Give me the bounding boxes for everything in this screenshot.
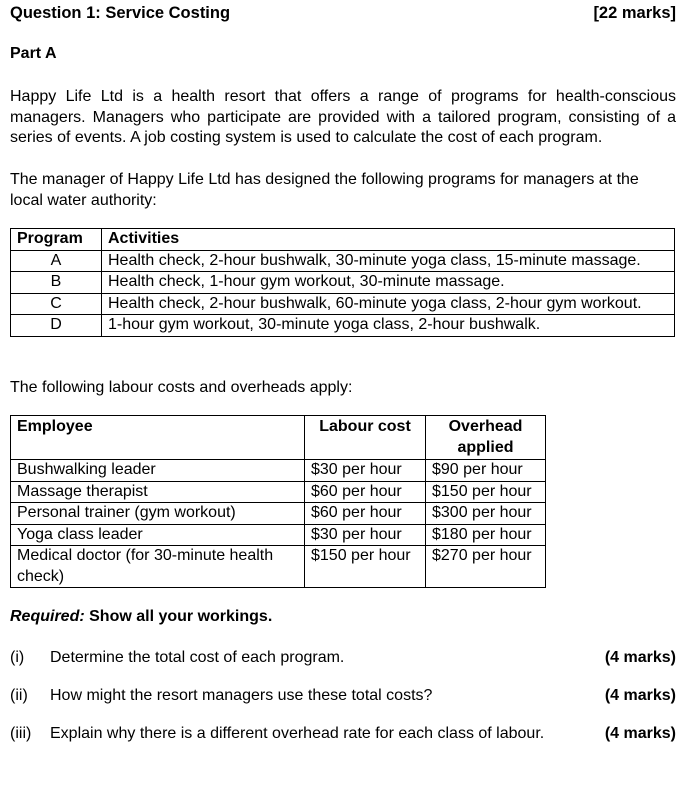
programs-table: [10, 228, 675, 337]
overhead-cell: $90 per hour: [426, 460, 546, 482]
question-item: [10, 649, 676, 667]
activities-cell: Health check, 2-hour bushwalk, 30-minute yoga class, 15-minute massage.: [102, 250, 675, 272]
activities-cell: 1-hour gym workout, 30-minute yoga class, 2-hour bushwalk.: [102, 315, 675, 337]
column-header-program: Program: [11, 229, 102, 251]
part-title: Part A: [10, 45, 57, 62]
program-cell: D: [11, 315, 102, 337]
question-number: (i): [10, 649, 25, 666]
labour-intro-paragraph: The following labour costs and overheads apply:: [10, 379, 353, 396]
labour-cost-cell: $30 per hour: [305, 460, 426, 482]
programs-intro-paragraph: The manager of Happy Life Ltd has designed the following programs for managers at the local water authority:: [10, 171, 639, 209]
required-text: Show all your workings.: [84, 608, 273, 625]
question-title: Question 1: Service Costing: [10, 4, 231, 22]
employee-cell: Yoga class leader: [11, 524, 305, 546]
table-header-row: [11, 229, 675, 251]
employee-cell: Personal trainer (gym workout): [11, 503, 305, 525]
employee-cell: Medical doctor (for 30-minute health check): [11, 546, 305, 588]
required-label: Required:: [10, 608, 85, 625]
table-row: [11, 503, 546, 525]
activities-cell: Health check, 2-hour bushwalk, 60-minute yoga class, 2-hour gym workout.: [102, 293, 675, 315]
labour-cost-cell: $30 per hour: [305, 524, 426, 546]
labour-cost-cell: $60 per hour: [305, 481, 426, 503]
question-marks: [22 marks]: [593, 4, 676, 22]
question-text: How might the resort managers use these total costs?: [50, 687, 433, 704]
table-row: [11, 272, 675, 294]
labour-cost-cell: $150 per hour: [305, 546, 426, 588]
employee-cell: Bushwalking leader: [11, 460, 305, 482]
required-instruction: [10, 608, 272, 626]
table-row: [11, 293, 675, 315]
table-row: [11, 315, 675, 337]
program-cell: B: [11, 272, 102, 294]
overhead-cell: $180 per hour: [426, 524, 546, 546]
question-item: [10, 687, 676, 705]
question-text: Explain why there is a different overhead rate for each class of labour.: [50, 725, 545, 742]
program-cell: A: [11, 250, 102, 272]
overhead-cell: $270 per hour: [426, 546, 546, 588]
question-text: Determine the total cost of each program.: [50, 649, 345, 666]
column-header-employee: Employee: [11, 416, 305, 460]
labour-cost-cell: $60 per hour: [305, 503, 426, 525]
question-number: (ii): [10, 687, 28, 704]
column-header-overhead-applied: Overhead applied: [426, 416, 546, 460]
table-row: [11, 546, 546, 588]
question-marks-label: (4 marks): [604, 725, 676, 742]
column-header-activities: Activities: [102, 229, 675, 251]
overhead-cell: $300 per hour: [426, 503, 546, 525]
question-marks-label: (4 marks): [604, 687, 676, 704]
labour-costs-table: [10, 415, 546, 588]
table-row: [11, 250, 675, 272]
program-cell: C: [11, 293, 102, 315]
question-item: [10, 725, 676, 743]
activities-cell: Health check, 1-hour gym workout, 30-minute massage.: [102, 272, 675, 294]
table-header-row: [11, 416, 546, 460]
intro-paragraph: Happy Life Ltd is a health resort that offers a range of programs for health-conscious managers. Managers who participate are provided with a tailored program, consisting of a series of events. A job costing system is used to calculate the cost of each program.: [10, 88, 676, 146]
table-row: [11, 481, 546, 503]
question-header: [10, 4, 676, 23]
table-row: [11, 460, 546, 482]
column-header-labour-cost: Labour cost: [305, 416, 426, 460]
overhead-cell: $150 per hour: [426, 481, 546, 503]
question-number: (iii): [10, 725, 32, 742]
table-row: [11, 524, 546, 546]
employee-cell: Massage therapist: [11, 481, 305, 503]
question-marks-label: (4 marks): [604, 649, 676, 666]
